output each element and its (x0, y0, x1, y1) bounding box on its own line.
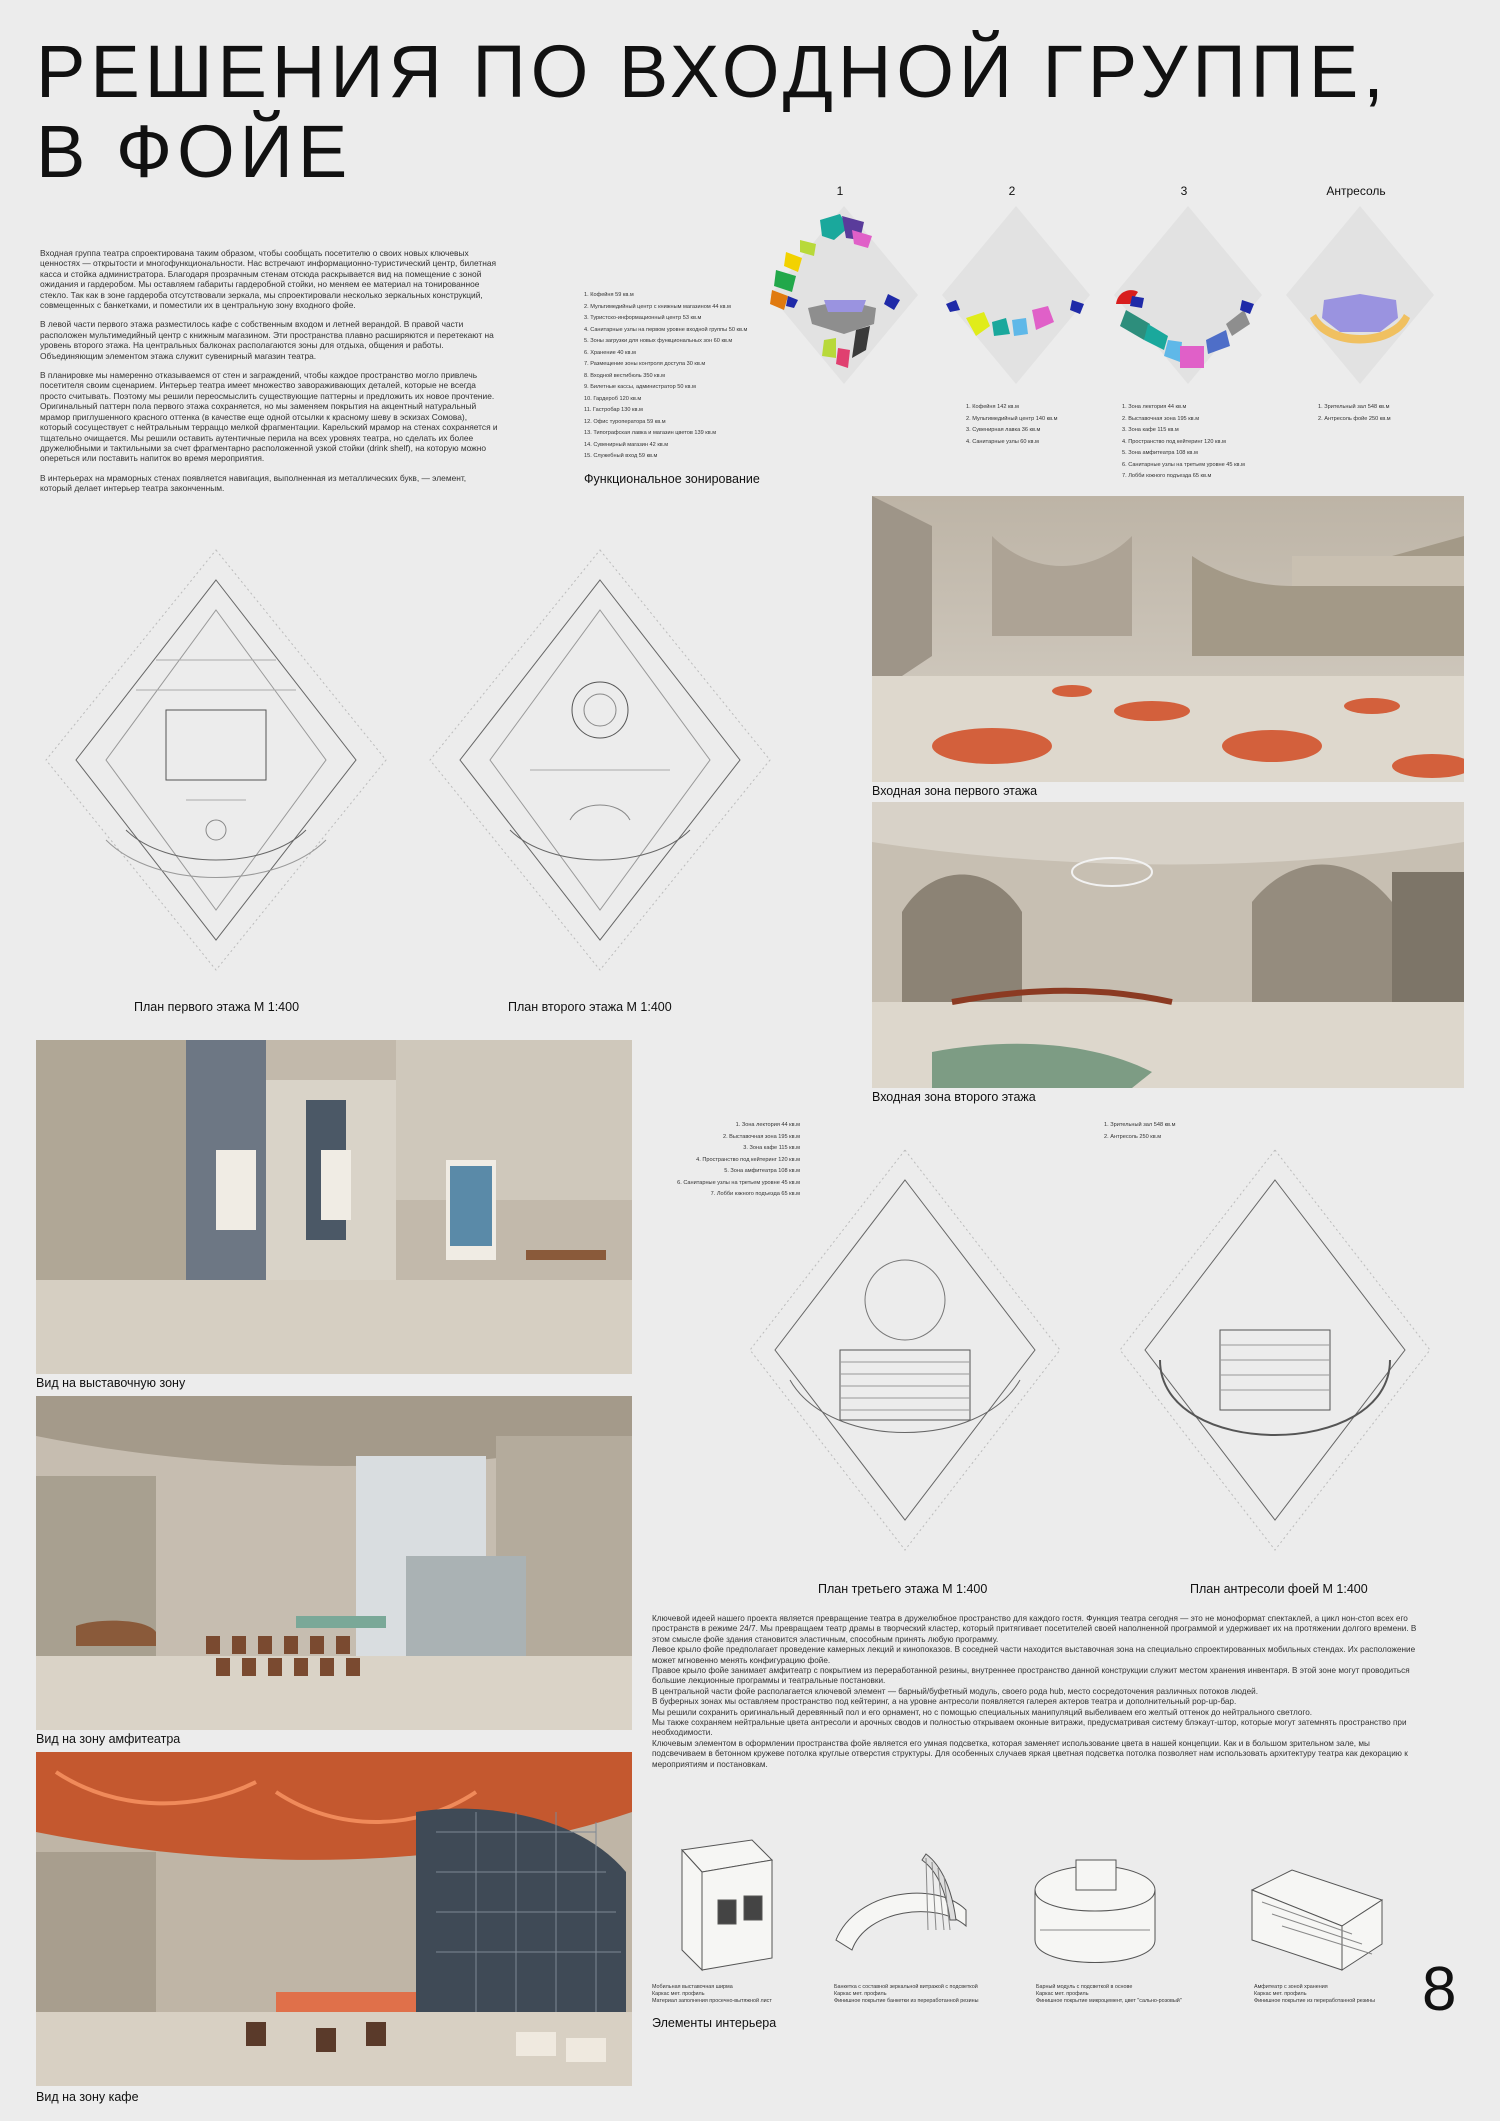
list-item: 3. Зона кафе 115 кв.м (1122, 427, 1179, 433)
element-mirror-bench (826, 1830, 986, 1985)
zoning-list-2 (966, 402, 1106, 448)
list-item: 15. Служебный вход 59 кв.м (584, 453, 658, 459)
second-floor-plan (420, 540, 780, 980)
list-item: 2. Мультимедийный центр 140 кв.м (966, 415, 1058, 422)
second-floor-plan-caption: План второго этажа М 1:400 (508, 1000, 672, 1014)
zoning-diagram-2 (936, 200, 1096, 390)
concept-paragraph: Мы решили сохранить оригинальный деревянный пол и его орнамент, но с помощью специальных манипуляций выбеливаем его желтый оттенок до нейтрального светлого. (652, 1707, 1313, 1717)
list-item: 11. Гастробар 130 кв.м (584, 407, 643, 413)
amphitheatre-zone-caption: Вид на зону амфитеатра (36, 1732, 181, 1746)
list-item: 2. Антресоль фойе 250 кв.м (1318, 415, 1391, 422)
list-item: 3. Туристско-информационный центр 53 кв.м (584, 315, 702, 321)
list-item: 6. Санитарные узлы на третьем уровне 45 кв.м (677, 1179, 800, 1186)
cafe-zone-caption: Вид на зону кафе (36, 2090, 139, 2104)
list-item: 2. Выставочная зона 195 кв.м (1122, 415, 1200, 422)
list-item: 7. Лобби южного подъезда 65 кв.м (710, 1191, 800, 1197)
zoning-diagram-1 (764, 200, 924, 390)
concept-paragraph: В центральной части фойе располагается ключевой элемент — барный/буфетный модуль, своего рода hub, место сосредоточения различных потоков людей. (652, 1686, 1258, 1696)
element-mobile-screen (652, 1830, 782, 1985)
list-item: 4. Санитарные узлы 60 кв.м (966, 438, 1039, 445)
list-item: 1. Кофейня 59 кв.м (584, 292, 634, 298)
intro-paragraph: В левой части первого этажа разместилось кафе с собственным входом и летней верандой. В правой части расположен мультимедийный центр с книжным магазином. Эти пространства плавно расширяются и перетекают на уровень второго этажа. На центральных балконах располагаются зоны для отдыха, общения и работы. Объединяющим элементом этажа служит сувенирный магазин театра. (40, 319, 494, 361)
list-item: 6. Хранение 40 кв.м (584, 349, 636, 356)
list-item: 7. Лобби южного подъезда 65 кв.м (1122, 473, 1212, 479)
zoning-diagram-mezzanine (1280, 200, 1440, 390)
list-item: 1. Зрительный зал 548 кв.м (1104, 1122, 1176, 1128)
concept-paragraph: Мы также сохраняем нейтральные цвета антресоли и арочных сводов и полностью открываем оконные витражи, предусматривая систему блэкаут-штор, которые могут затемнять пространство при необходимости. (652, 1718, 1407, 1738)
zoning-header-3: 3 (1180, 184, 1188, 198)
list-item: 6. Санитарные узлы на третьем уровне 45 кв.м (1122, 461, 1245, 468)
list-item: 8. Входной вестибюль 350 кв.м (584, 372, 665, 379)
list-item: 3. Сувенирная лавка 36 кв.м (966, 427, 1041, 433)
zoning-list-1 (584, 290, 764, 463)
exhibit-zone-render (36, 1040, 632, 1374)
zoning-header-1: 1 (836, 184, 844, 198)
entry-second-floor-caption: Входная зона второго этажа (872, 1090, 1036, 1104)
page-title: РЕШЕНИЯ ПО ВХОДНОЙ ГРУППЕ, В ФОЙЕ (36, 30, 1389, 193)
element-caption-amphi: Амфитеатр с зоной хранения Каркас мет. профиль Финишное покрытие из переработанной резины (1254, 1984, 1375, 2004)
list-item: 2. Выставочная зона 195 кв.м (722, 1133, 800, 1140)
page-number: 8 (1422, 1955, 1457, 2024)
intro-paragraph: Входная группа театра спроектирована таким образом, чтобы сообщать посетителю о своих новых ключевых ценностях — открытости и многофункциональности. Нас встречают информационно-туристический центр, билетная касса и стойка администратора. Благодаря прозрачным стенам отсюда раскрывается вид на помещение с зоной ожидания и гардеробом. Мы оставляем габариты гардеробной стойки, но меняем ее материал на тонированное стекло. Так как в зоне гардероба отсутствовали зеркала, мы спроектировали несколько зеркальных конструкций, совмещенных с банкетками, и поместили их в центральную зону входного фойе. (40, 248, 497, 311)
element-caption-bar: Барный модуль с подсветкой в основе Каркас мет. профиль Финишное покрытие микроцемент, цвет "сально-розовый" (1036, 1984, 1182, 2004)
list-item: 4. Пространство под кейтеринг 120 кв.м (1122, 438, 1226, 445)
list-item: 5. Зона амфитеатра 108 кв.м (724, 1168, 800, 1174)
list-item: 13. Типографская лавка и магазин цветов 139 кв.м (584, 430, 717, 436)
concept-paragraph: Левое крыло фойе предполагает проведение камерных лекций и кинопоказов. В соседней части находится выставочная зона на специально спроектированных мобильных стендах. Их расположение может мгновенно менять конфигурацию фойе. (652, 1645, 1416, 1665)
list-item: 10. Гардероб 120 кв.м (584, 395, 642, 402)
entry-first-floor-render (872, 496, 1464, 782)
list-item: 1. Зона лектория 44 кв.м (1122, 404, 1187, 410)
element-amphitheatre (1232, 1830, 1392, 1985)
amphitheatre-zone-render (36, 1396, 632, 1730)
list-item: 4. Санитарные узлы на первом уровне входной группы 50 кв.м (584, 326, 748, 333)
list-item: 1. Зона лектория 44 кв.м (735, 1122, 800, 1128)
zoning-caption: Функциональное зонирование (584, 472, 760, 486)
list-item: 1. Кофейня 142 кв.м (966, 404, 1019, 410)
list-item: 12. Офис туроператора 59 кв.м (584, 418, 666, 425)
concept-paragraph: Ключевым элементом в оформлении пространства фойе является его умная подсветка, которая заменяет использование цвета в нашей концепции. Как и в большом зрительном зале, мы подсвечиваем в бетонном кружеве потолка круглые отверстия структуры. Для особенных случаев яркая цветная подсветка потолка позволяет нам использовать архитектуру театра как декорацию к мероприятиям и постановкам. (652, 1738, 1408, 1769)
zoning-list-3 (1122, 402, 1272, 483)
zoning-list-4 (1318, 402, 1458, 425)
element-caption-screen: Мобильная выставочная ширма Каркас мет. профиль Материал заполнения просечно-вытяжной лист (652, 1984, 772, 2004)
intro-text (40, 248, 500, 503)
zoning-diagram-3 (1108, 200, 1268, 390)
entry-first-floor-caption: Входная зона первого этажа (872, 784, 1038, 798)
mezzanine-plan (1100, 1130, 1450, 1570)
zoning-header-2: 2 (1008, 184, 1016, 198)
entry-second-floor-render (872, 802, 1464, 1088)
list-item: 3. Зона кафе 115 кв.м (743, 1145, 800, 1151)
zoning-header-mezzanine: Антресоль (1326, 184, 1386, 198)
third-floor-plan-caption: План третьего этажа М 1:400 (818, 1582, 988, 1596)
list-item: 5. Зоны загрузки для новых функциональных зон 60 кв.м (584, 338, 733, 344)
third-floor-plan (730, 1130, 1080, 1570)
concept-paragraph: Ключевой идеей нашего проекта является превращение театра в дружелюбное пространство для каждого гостя. Функция театра сегодня — это не монoформат спектаклей, а цикл нон-стоп всех его пространств в режиме 24/7. Мы превращаем театр драмы в творческий кластер, который притягивает посетителей своей наполненной программой и удерживает их на протяжении долгого времени. В этом смысле фойе здания становится эластичным, способным принять любую программу. (652, 1614, 1417, 1644)
element-caption-bench: Банкетка с составной зеркальной витражой с подсветкой Каркас мет. профиль Финишное покрытие банкетки из переработанной резины (834, 1984, 979, 2004)
list-item: 14. Сувенирный магазин 42 кв.м (584, 441, 669, 448)
list-item: 9. Билетные кассы, администратор 50 кв.м (584, 384, 696, 390)
element-bar-module (1020, 1830, 1170, 1985)
interior-elements-caption: Элементы интерьера (652, 2016, 777, 2030)
cafe-zone-render (36, 1752, 632, 2086)
concept-paragraph: Правое крыло фойе занимает амфитеатр с покрытием из переработанной резины, внутреннее пространство данной конструкции служит местом хранения инвентаря. В этой зоне могут проводиться большие лекционные программы и театральные постановки. (652, 1666, 1410, 1686)
intro-paragraph: В планировке мы намеренно отказываемся от стен и заграждений, чтобы каждое пространство могло привлечь посетителя своим сценарием. Интерьер театра имеет множество завораживающих деталей, которые не всегда просто считывать. Поэтому мы решили переосмыслить существующие паттерны и предложить их новое прочтение. Оригинальный паттерн пола первого этажа сохраняется, но мы заменяем покрытия на акцентный натуральный мрамор приглушенного красного оттенка (в качестве еще одной отсылки к красному шеву в эскизах Сомова), который сосуществует с нейтральным терраццо мелкой фрагментации. Карельский мрамор на стенах сохраняется и тщательно очищается. Мы решили оставить аутентичные перила на всех уровнях театра, но сделать их более дружелюбными и тактильными за счет фрагментарно расположенной узкой стойки (drink shelf), на которую можно опереться или поставить напиток во время мероприятия. (40, 370, 498, 464)
first-floor-plan (36, 540, 396, 980)
list-item: 2. Антресоль 250 кв.м (1104, 1133, 1162, 1140)
exhibit-zone-caption: Вид на выставочную зону (36, 1376, 186, 1390)
list-item: 1. Зрительный зал 548 кв.м (1318, 404, 1390, 410)
list-item: 7. Размещение зоны контроля доступа 30 кв.м (584, 361, 706, 367)
intro-paragraph: В интерьерах на мраморных стенах появляется навигация, выполненная из металлических букв, — элемент, который делает интерьер театра законченным. (40, 472, 467, 494)
first-floor-plan-caption: План первого этажа М 1:400 (134, 1000, 300, 1014)
concept-paragraph: В буферных зонах мы оставляем пространство под кейтеринг, а на уровне антресоли появляется галерея актеров театра и дополнительный pop-up-бар. (652, 1697, 1237, 1707)
list-item: 5. Зона амфитеатра 108 кв.м (1122, 450, 1198, 456)
list-item: 4. Пространство под кейтеринг 120 кв.м (696, 1156, 800, 1163)
mezzanine-plan-caption: План антресоли фоей М 1:400 (1190, 1582, 1368, 1596)
concept-text (652, 1614, 1422, 1770)
list-item: 2. Мультимедийный центр с книжным магазином 44 кв.м (584, 303, 731, 310)
